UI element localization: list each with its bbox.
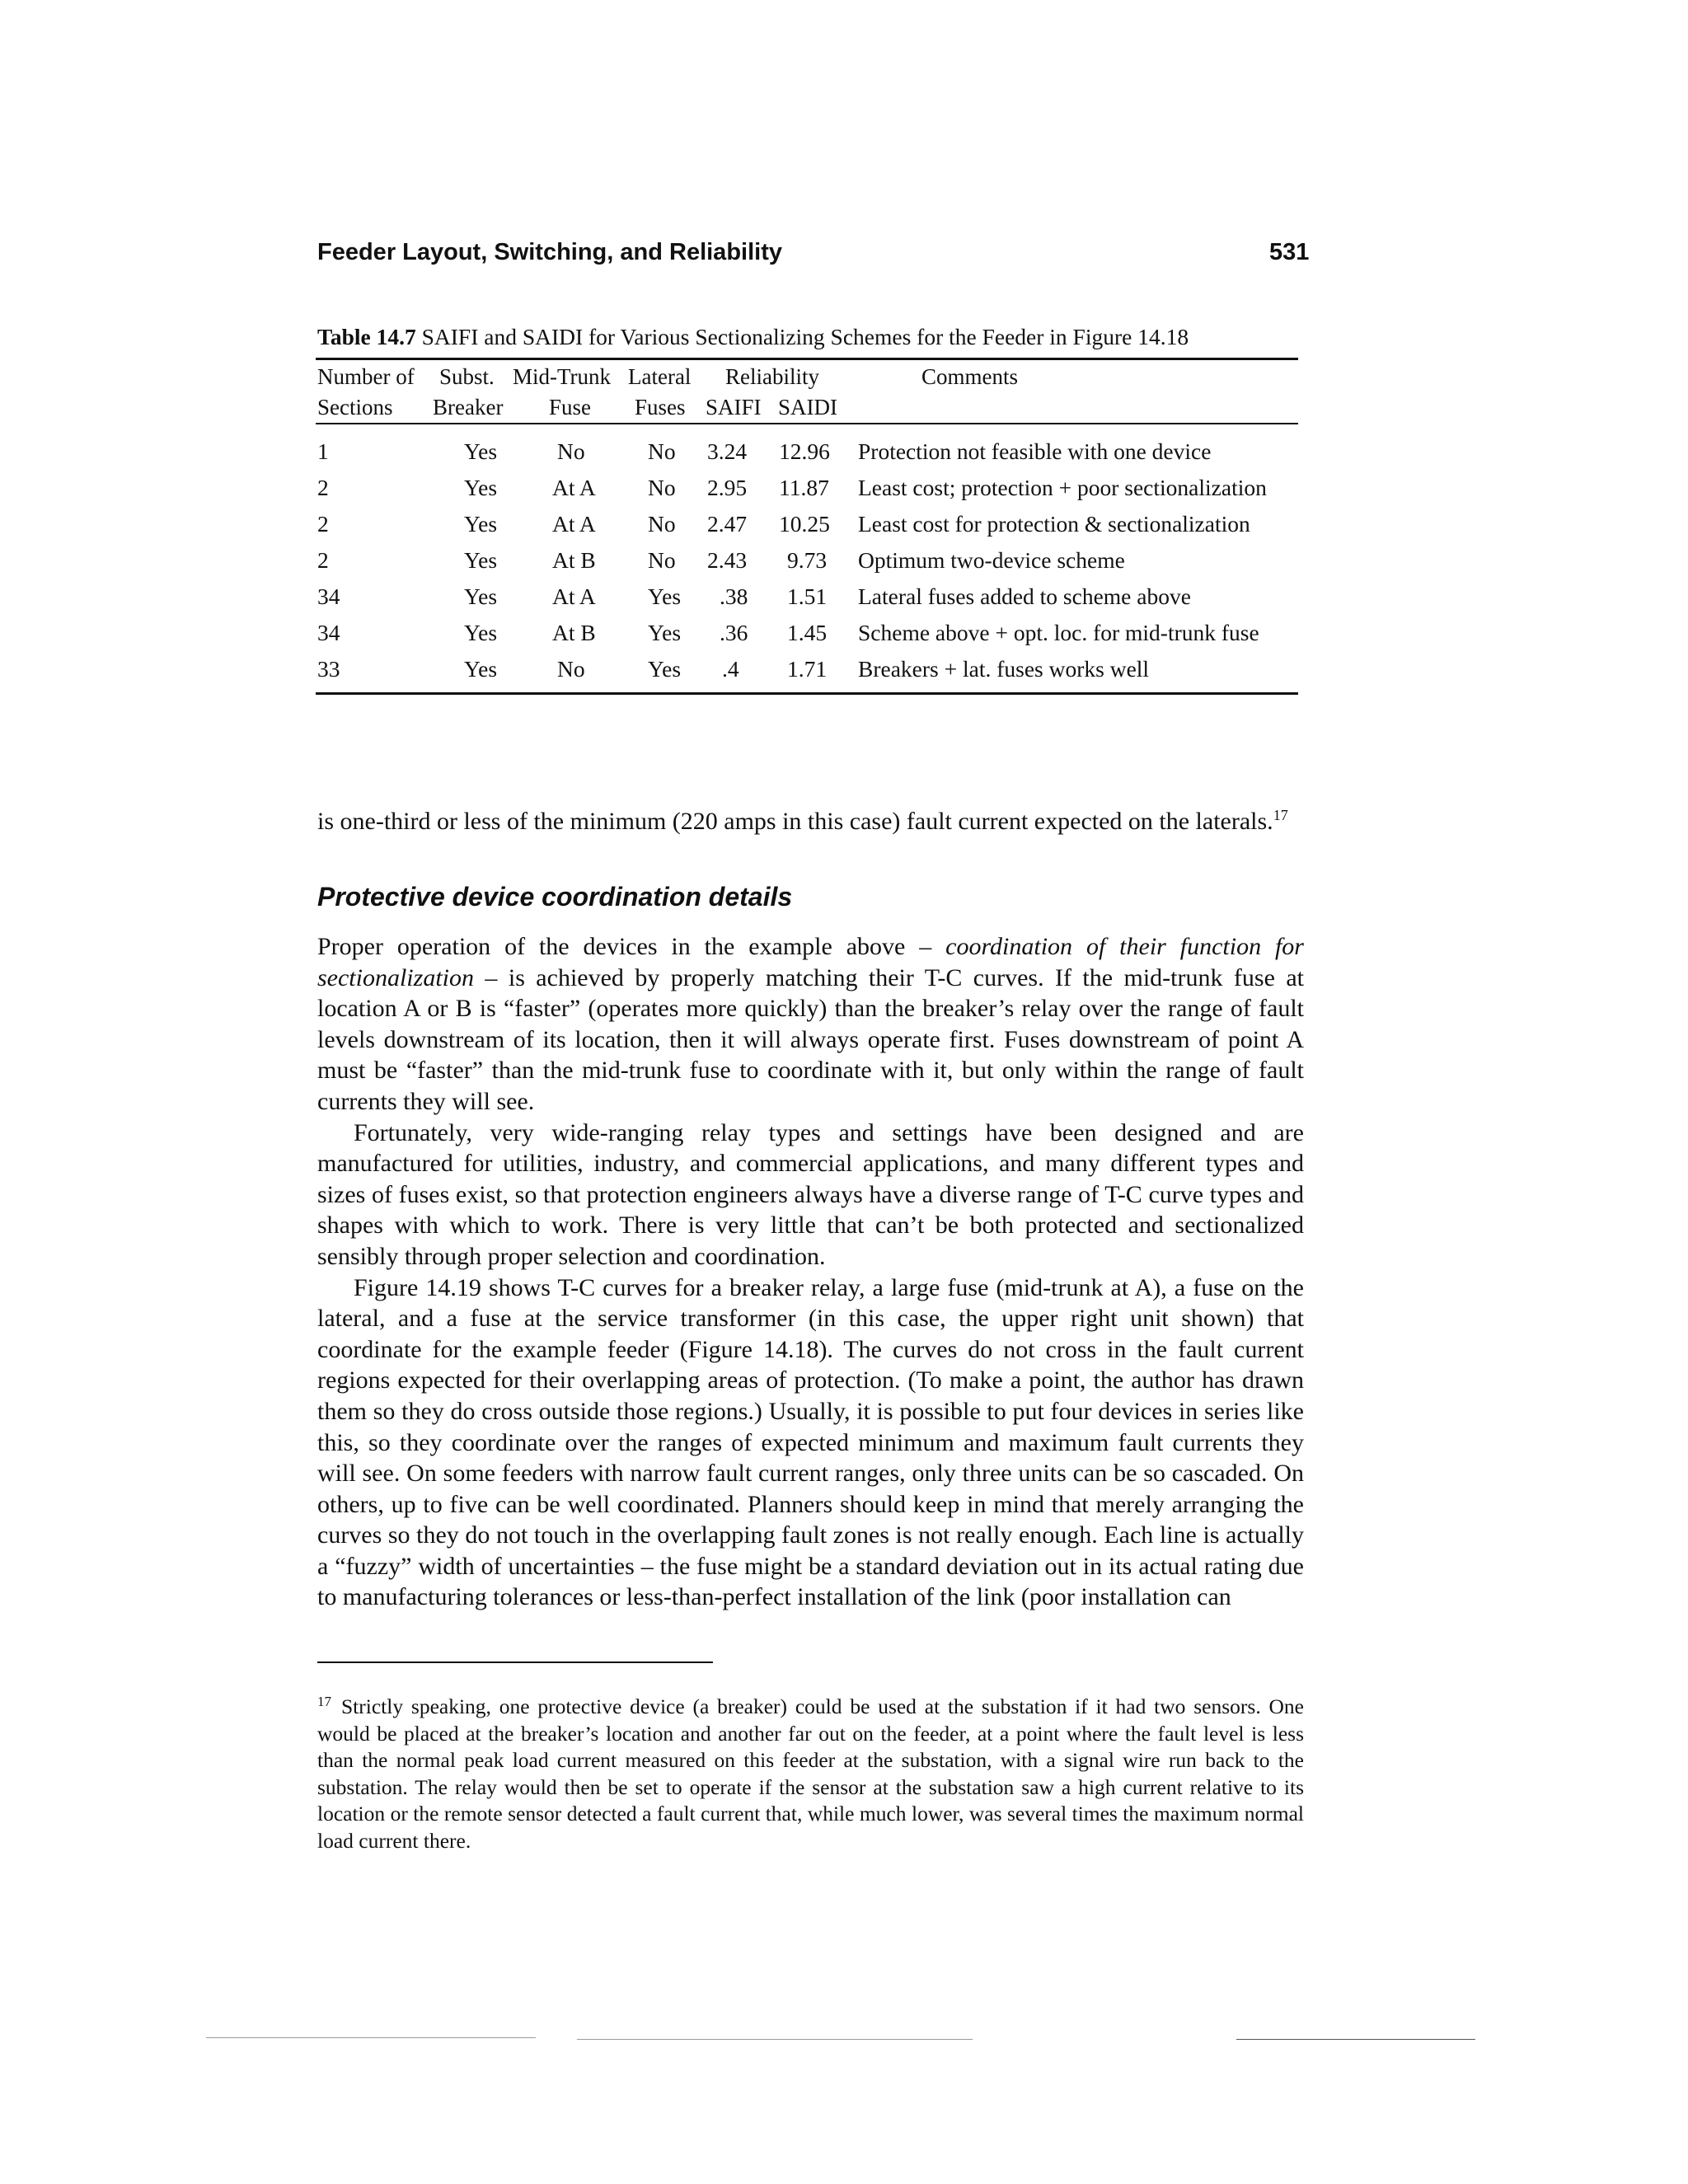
cell-breaker: Yes xyxy=(464,475,498,500)
col-header-breaker: Breaker xyxy=(433,395,504,419)
col-header-fuse: Fuse xyxy=(549,395,592,419)
paragraph-text: – is achieved by properly matching their T-C curves. If the mid-trunk fuse at location A or B is “faster” (operates more quickly) than the breaker’s relay over the range of fault levels downstream of its location, then it will always operate first. Fuses downstream of point A must be “faster” than the mid-trunk fuse to coordinate with it, but only within the range of fault currents they will see. xyxy=(317,963,1304,1115)
paragraph xyxy=(317,931,1304,1118)
col-header-saidi: SAIDI xyxy=(778,395,837,419)
cell-breaker: Yes xyxy=(464,438,498,464)
cell-sections: 2 xyxy=(317,511,329,537)
scan-artifact xyxy=(577,2039,973,2040)
page-number: 531 xyxy=(1269,239,1310,265)
cell-comment: Scheme above + opt. loc. for mid-trunk fuse xyxy=(858,620,1259,645)
col-header-reliability: Reliability xyxy=(725,364,819,389)
col-header-subst: Subst. xyxy=(439,364,495,389)
col-header-comments: Comments xyxy=(921,364,1019,389)
cell-mid-trunk: No xyxy=(557,656,585,682)
paragraph: Figure 14.19 shows T-C curves for a breaker relay, a large fuse (mid-trunk at A), a fuse on the lateral, and a fuse at the service transformer (in this case, the upper right unit shown) that coordinate for the example feeder (Figure 14.18). The curves do not cross in the fault current regions expected for their overlapping areas of protection. (To make a point, the author has drawn them so they do cross outside those regions.) Usually, it is possible to put four devices in series like this, so they coordinate over the ranges of expected minimum and maximum fault currents they will see. On some feeders with narrow fault current ranges, only three units can be so cascaded. On others, up to five can be well coordinated. Planners should keep in mind that merely arranging the curves so they do not touch in the overlapping fault zones is not really enough. Each line is actually a “fuzzy” width of uncertainties – the fuse might be a standard deviation out in its actual rating due to manufacturing tolerances or less-than-perfect installation of the link (poor installation can xyxy=(317,1273,1304,1611)
cell-sections: 2 xyxy=(317,547,329,573)
cell-lateral: No xyxy=(648,511,676,537)
cell-comment: Least cost; protection + poor sectionalization xyxy=(858,475,1267,500)
section-heading: Protective device coordination details xyxy=(317,882,793,912)
cell-comment: Optimum two-device scheme xyxy=(858,547,1125,573)
scan-artifact xyxy=(1236,2039,1475,2040)
cell-saifi: 2.43 xyxy=(707,547,748,573)
cell-saidi: 1.71 xyxy=(787,656,828,682)
footnote xyxy=(317,1694,1304,1854)
col-header-number-of: Number of xyxy=(317,364,415,389)
running-title: Feeder Layout, Switching, and Reliability xyxy=(317,239,782,265)
cell-breaker: Yes xyxy=(464,547,498,573)
cell-saifi: .38 xyxy=(720,583,748,609)
cell-comment: Protection not feasible with one device xyxy=(858,438,1212,464)
cell-mid-trunk: At B xyxy=(552,620,596,645)
table-caption xyxy=(317,324,1306,350)
col-header-lateral: Lateral xyxy=(628,364,692,389)
cell-mid-trunk: No xyxy=(557,438,585,464)
cell-sections: 33 xyxy=(317,656,340,682)
cell-saifi: 3.24 xyxy=(707,438,748,464)
footnote-rule xyxy=(317,1661,713,1663)
cell-comment: Breakers + lat. fuses works well xyxy=(858,656,1150,682)
paragraph: Fortunately, very wide-ranging relay types and settings have been designed and are manufactured for utilities, industry, and commercial applications, and many different types and sizes of fuses exist, so that protection engineers always have a diverse range of T-C curve types and shapes with which to work. There is very little that can’t be both protected and sectionalized sensibly through proper selection and coordination. xyxy=(317,1118,1304,1270)
cell-breaker: Yes xyxy=(464,583,498,609)
cell-mid-trunk: At B xyxy=(552,547,596,573)
cell-comment: Least cost for protection & sectionalization xyxy=(858,511,1250,537)
cell-mid-trunk: At A xyxy=(552,511,596,537)
cell-lateral: No xyxy=(648,438,676,464)
cell-mid-trunk: At A xyxy=(552,475,596,500)
cell-breaker: Yes xyxy=(464,656,498,682)
paragraph-text: Proper operation of the devices in the example above – xyxy=(317,933,946,960)
cell-saifi: 2.47 xyxy=(707,511,748,537)
cell-saifi: .4 xyxy=(722,656,739,682)
cell-sections: 34 xyxy=(317,583,340,609)
footnote-number: 17 xyxy=(317,1693,331,1709)
continuation-text: is one-third or less of the minimum (220 amps in this case) fault current expected on the laterals. xyxy=(317,808,1273,835)
footnote-text: Strictly speaking, one protective device (a breaker) could be used at the substation if it had two sensors. One would be placed at the breaker’s location and another far out on the feeder, at a point where the fault level is less than the normal peak load current measured on this feeder at the substation, with a signal wire run back to the substation. The relay would then be set to operate if the sensor at the substation saw a high current relative to its location or the remote sensor detected a fault current that, while much lower, was several times the maximum normal load current there. xyxy=(317,1694,1304,1853)
emphasis-text: coordination of their function for sectionalization xyxy=(317,933,1304,991)
cell-saifi: 2.95 xyxy=(707,475,748,500)
col-header-sections: Sections xyxy=(317,395,393,419)
body-text xyxy=(317,931,1304,1613)
cell-breaker: Yes xyxy=(464,620,498,645)
col-header-fuses: Fuses xyxy=(635,395,686,419)
table-top-rule xyxy=(316,358,1298,360)
footnote-ref[interactable]: 17 xyxy=(1273,807,1288,823)
cell-saidi: 12.96 xyxy=(779,438,830,464)
col-header-mid-trunk: Mid-Trunk xyxy=(513,364,612,389)
cell-lateral: Yes xyxy=(648,583,682,609)
cell-saidi: 10.25 xyxy=(779,511,830,537)
cell-saidi: 1.51 xyxy=(787,583,828,609)
cell-mid-trunk: At A xyxy=(552,583,596,609)
table-header-rule xyxy=(316,423,1298,424)
table-label: Table 14.7 xyxy=(317,324,416,349)
cell-saidi: 9.73 xyxy=(787,547,828,573)
cell-lateral: No xyxy=(648,475,676,500)
cell-lateral: Yes xyxy=(648,620,682,645)
cell-saidi: 1.45 xyxy=(787,620,828,645)
cell-lateral: Yes xyxy=(648,656,682,682)
cell-sections: 1 xyxy=(317,438,329,464)
cell-saifi: .36 xyxy=(720,620,748,645)
col-header-saifi: SAIFI xyxy=(706,395,762,419)
table-bottom-rule xyxy=(316,692,1298,695)
cell-comment: Lateral fuses added to scheme above xyxy=(858,583,1191,609)
cell-saidi: 11.87 xyxy=(779,475,829,500)
cell-sections: 34 xyxy=(317,620,340,645)
cell-lateral: No xyxy=(648,547,676,573)
table-caption-text: SAIFI and SAIDI for Various Sectionalizing Schemes for the Feeder in Figure 14.18 xyxy=(421,324,1189,349)
continuation-paragraph xyxy=(317,806,1304,837)
cell-breaker: Yes xyxy=(464,511,498,537)
scan-artifact xyxy=(206,2037,536,2038)
cell-sections: 2 xyxy=(317,475,329,500)
